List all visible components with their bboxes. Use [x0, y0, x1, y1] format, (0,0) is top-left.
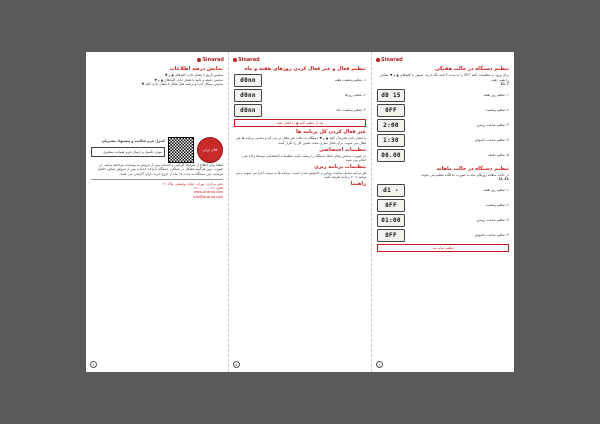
mid-heading-3: تنظیمات اختصاصی	[319, 146, 366, 153]
right-heading-2: تنظیم دستگاه در حالت ماهانه	[436, 165, 509, 172]
mode-code: CL 7	[500, 82, 509, 87]
step-text: ۴- تنظیم ساعت خاموش	[474, 233, 509, 238]
note-box: بعد از تنظیم کلید ▲ را فشار دهید	[234, 119, 366, 127]
step-text: ۱- تنظیم روز هفته	[483, 93, 509, 98]
contact-line: تلفن: ۰۲۱-۶۶۰۰۰۰۰۰	[193, 185, 223, 190]
right-panel	[372, 52, 514, 372]
left-panel	[86, 52, 228, 372]
step-text: ۳- تنظیم ساعت روشن	[476, 123, 509, 128]
page-number: ۶	[90, 361, 97, 368]
step-text: ۱- تنظیم وضعیت هفته	[334, 78, 366, 83]
step-text: ۵- تنظیم دقیقه	[488, 153, 509, 158]
note-box: تنظیم تمام شد	[377, 244, 509, 252]
step-text: ۴- تنظیم ساعت خاموش	[474, 138, 509, 143]
step-text: ۲- تنظیم روزها	[345, 93, 366, 98]
lcd-display: 0FF	[377, 104, 405, 117]
right-intro-2: در حالت ماهانه روزهای ماه به صورت جداگانه تنظیم می شوند.	[420, 172, 509, 177]
lcd-display: 01:00	[377, 214, 405, 227]
middle-panel	[229, 52, 371, 372]
page-number: ۷	[376, 361, 383, 368]
contact-line: دفتر مرکزی: تهران، خیابان ولیعصر، پلاک ۲۱	[162, 181, 223, 186]
step-text: ۱- تنظیم روز هفته	[483, 188, 509, 193]
step-text: ۲- تنظیم وضعیت	[485, 203, 509, 208]
step-text: ۳- تنظیم وضعیت ماه	[336, 108, 366, 113]
email-link[interactable]: info@sinarad.com	[193, 194, 223, 199]
lcd-display: 1:30	[377, 134, 405, 147]
mid-paragraph: در صورت نمایش پیغام خطا، دستگاه را ریست کنید. تنظیمات اختصاصی توسط واحد فنی انجام می شود.	[241, 153, 366, 163]
divider	[91, 179, 223, 180]
website-link[interactable]: www.sinarad.com	[193, 190, 223, 195]
manual-sheet	[86, 52, 514, 372]
mid-paragraph: با فشار دادن همزمان کلید ▲ و ▼ دستگاه به حالت غیر فعال در می آید و تمامی برنامه ها غیر فعال می شوند. برای فعال سازی مجدد همین کار را تکرار کنید.	[236, 136, 366, 145]
left-bullet: نمایش سیکل اجرا و برنامه های فعال با فشار دادن کلید ▼	[141, 82, 223, 87]
mid-heading-5: راهنما	[350, 180, 366, 187]
lcd-display: 00.00	[377, 149, 405, 162]
left-bullet: نمایش تاریخ با فشار دادن کلیدهای ▲ و ▼	[164, 73, 223, 77]
mid-heading-2: غیر فعال کردن کل برنامه ها	[295, 129, 366, 136]
lcd-display: 0FF	[377, 199, 405, 212]
mid-paragraph: هر برنامه شامل ساعت روشن و خاموش شدن است. برنامه ها به ترتیب اجرا می شوند و می توانید تا ۲۰ برنامه تعریف کنید.	[235, 170, 366, 180]
lcd-display: d0 15	[377, 89, 405, 102]
warranty-text: لطفا برای اطلاع از شرایط گارانتی و خدمات پس از فروش به وبسایت مراجعه نمایید. در صورت بروز هرگونه مشکل در عملکرد دستگاه با واحد خدمات پس از فروش تماس حاصل فرمایید. این دستگاه به مدت ۱۸ ماه از تاریخ خرید دارای گارانتی می باشد.	[97, 162, 223, 176]
qr-code	[168, 137, 194, 163]
right-intro: برای ورود به تنظیمات کلید SET را به مدت ۳ ثانیه نگه دارید. سپس با کلیدهای ▲ و ▼ مقادیر را تغییر دهید.	[379, 73, 509, 82]
left-heading: نمایش درصد اطلاعات	[169, 66, 223, 72]
lcd-display: d0nn	[234, 74, 262, 87]
brand-logo: Sinarad	[233, 57, 260, 63]
left-bullet: نمایش دقیقه و ثانیه با فشار دادن کلیدهای ▲ و ▼	[154, 77, 223, 82]
lcd-display: d0nn	[234, 104, 262, 117]
lcd-display: 2:00	[377, 119, 405, 132]
brand-logo: Sinarad	[376, 57, 403, 63]
mode-code: CL 31	[498, 177, 509, 182]
step-text: ۲- تنظیم وضعیت	[485, 108, 509, 113]
iran-product-stamp: کالای ایرانی	[197, 137, 223, 163]
warranty-heading: کنترل فرم شکایت و پیشنهاد مشتریان	[101, 139, 165, 144]
mid-heading: تنظیم فعال و غیر فعال کردن روزهای هفته و ماه	[244, 66, 366, 72]
warranty-box: موارد تکمیل و ارسال فرم ضمانت مشتری	[91, 147, 165, 158]
brand-logo: Sinarad	[197, 57, 224, 63]
lcd-display: d1 -	[377, 184, 405, 197]
right-heading: تنظیم دستگاه در حالت هفتگی	[434, 66, 509, 72]
lcd-display: 0FF	[377, 229, 405, 242]
mid-heading-4: تنظیمات برنامه ریزی	[314, 163, 366, 170]
step-text: ۳- تنظیم ساعت روشن	[476, 218, 509, 223]
page-number: ۵	[233, 361, 240, 368]
lcd-display: d0nn	[234, 89, 262, 102]
